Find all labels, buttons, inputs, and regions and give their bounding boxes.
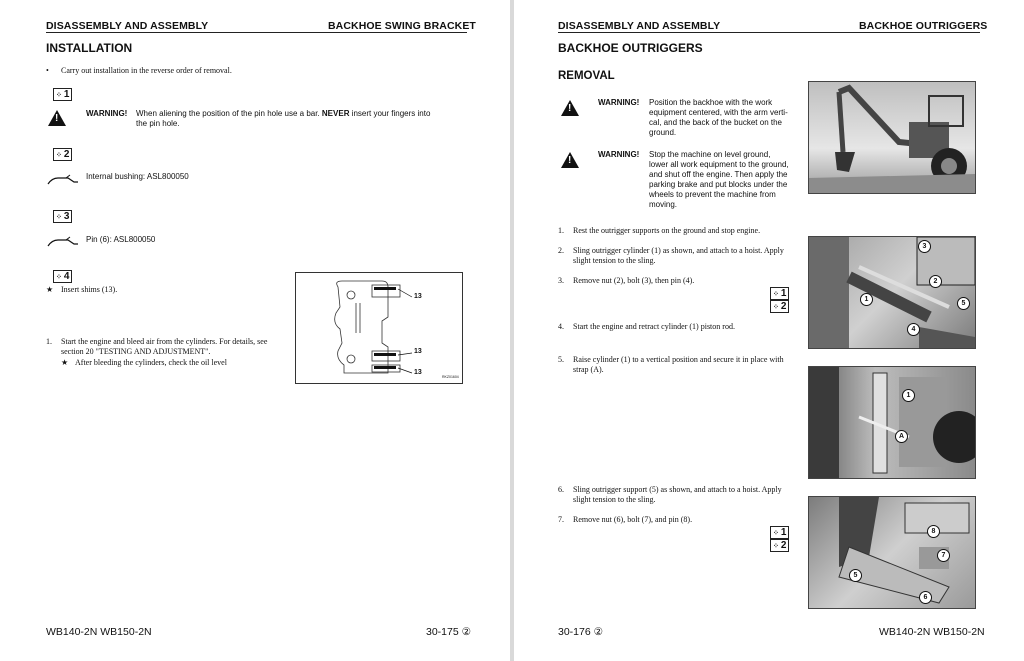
item-number: 1. [46, 337, 52, 346]
intro-bullet: • [46, 66, 49, 75]
pin-text: Pin (6): ASL800050 [86, 235, 156, 244]
backhoe-photo [808, 81, 976, 194]
cylinder-photo-drawing [809, 237, 975, 348]
step-marker-1: ⁘ 1 [53, 88, 72, 101]
footer-model: WB140-2N WB150-2N [879, 626, 985, 638]
header-section: DISASSEMBLY AND ASSEMBLY [558, 20, 721, 32]
step-number: 7. [558, 515, 564, 524]
bushing-text: Internal bushing: ASL800050 [86, 172, 189, 181]
callout-marker: 2 [929, 275, 942, 288]
step-marker-4: ⁘ 4 [53, 270, 72, 283]
callout-marker: 5 [849, 569, 862, 582]
step7-text: Remove nut (6), bolt (7), and pin (8). [573, 515, 693, 524]
step-number: 5. [558, 355, 564, 364]
cylinder-strap-photo [808, 366, 976, 479]
outrigger-support-photo [808, 496, 976, 609]
adhesive-icon [46, 172, 80, 186]
step-number: 6. [558, 485, 564, 494]
callout-marker: 6 [919, 591, 932, 604]
header-topic: BACKHOE OUTRIGGERS [859, 20, 988, 32]
step-number: 1. [558, 226, 564, 235]
right-page [514, 0, 1024, 661]
shim-callout: 13 [414, 293, 422, 300]
step-marker-3: ⁘ 3 [53, 210, 72, 223]
step-number: 3. [558, 276, 564, 285]
star-icon: ★ [61, 358, 69, 367]
footer-model: WB140-2N WB150-2N [46, 626, 152, 638]
warning-label: WARNING! [86, 109, 128, 118]
callout-marker: 8 [927, 525, 940, 538]
step-marker-2: ⁘ 2 [53, 148, 72, 161]
footer-page-number: 30-175 ② [426, 626, 472, 638]
step1-text: Rest the outrigger supports on the ground and stop engine. [573, 226, 761, 235]
warning-label: WARNING! [598, 98, 640, 107]
callout-marker: 7 [937, 549, 950, 562]
shim-callout: 13 [414, 348, 422, 355]
section-title: BACKHOE OUTRIGGERS [558, 41, 703, 55]
callout-marker: A [895, 430, 908, 443]
subsection-title: REMOVAL [558, 70, 615, 82]
header-section: DISASSEMBLY AND ASSEMBLY [46, 20, 209, 32]
warning-text: When aliening the position of the pin hole use a bar. NEVER insert your fingers into the pin hole. [136, 109, 431, 128]
item1-text: Start the engine and bleed air from the cylinders. For details, see section 20 "TESTING AND ADJUSTMENT". [61, 337, 268, 356]
step-number: 2. [558, 246, 564, 255]
step6-text: Sling outrigger support (5) as shown, and attach to a hoist. Apply slight tension to the sling. [573, 485, 782, 504]
bracket-drawing [296, 273, 462, 383]
star-icon: ★ [46, 285, 54, 294]
callout-marker: 1 [860, 293, 873, 306]
warning-icon [48, 110, 66, 126]
step-ref-marker-2: ⁘ 2 [770, 539, 789, 552]
shims-text: Insert shims (13). [61, 285, 118, 294]
left-page [0, 0, 510, 661]
callout-marker: 4 [907, 323, 920, 336]
swing-bracket-figure [295, 272, 463, 384]
step-number: 4. [558, 322, 564, 331]
warning-icon [561, 152, 579, 168]
intro-text: Carry out installation in the reverse order of removal. [61, 66, 232, 75]
step5-text: Raise cylinder (1) to a vertical position and secure it in place with strap (A). [573, 355, 784, 374]
warning-text: Position the backhoe with the work equipment centered, with the arm verti- cal, and the back of the bucket on the ground. [649, 98, 788, 137]
figure-code: RKZ01604 [442, 375, 459, 379]
step2-text: Sling outrigger cylinder (1) as shown, and attach to a hoist. Apply slight tension to the sling. [573, 246, 784, 265]
header-topic: BACKHOE SWING BRACKET [328, 20, 476, 32]
adhesive-icon [46, 234, 80, 248]
step4-text: Start the engine and retract cylinder (1) piston rod. [573, 322, 735, 331]
step-ref-marker-2: ⁘ 2 [770, 300, 789, 313]
backhoe-photo-drawing [809, 82, 975, 193]
callout-marker: 1 [902, 389, 915, 402]
warning-icon [561, 100, 579, 116]
callout-marker: 5 [957, 297, 970, 310]
shim-callout: 13 [414, 369, 422, 376]
warning-label: WARNING! [598, 150, 640, 159]
strap-photo-drawing [809, 367, 975, 478]
header-rule [46, 32, 467, 33]
section-title: INSTALLATION [46, 41, 133, 55]
outrigger-cylinder-photo [808, 236, 976, 349]
step3-text: Remove nut (2), bolt (3), then pin (4). [573, 276, 695, 285]
step-ref-marker-1: ⁘ 1 [770, 526, 789, 539]
warning-text: Stop the machine on level ground, lower all work equipment to the ground, and shut off the engine. Then apply the parking brake and put blocks under the wheels to prevent the machine from moving. [649, 150, 789, 209]
header-rule [558, 32, 980, 33]
step-ref-marker-1: ⁘ 1 [770, 287, 789, 300]
item1-note: After bleeding the cylinders, check the oil level [75, 358, 227, 367]
footer-page-number: 30-176 ② [558, 626, 604, 638]
support-photo-drawing [809, 497, 975, 608]
callout-marker: 3 [918, 240, 931, 253]
